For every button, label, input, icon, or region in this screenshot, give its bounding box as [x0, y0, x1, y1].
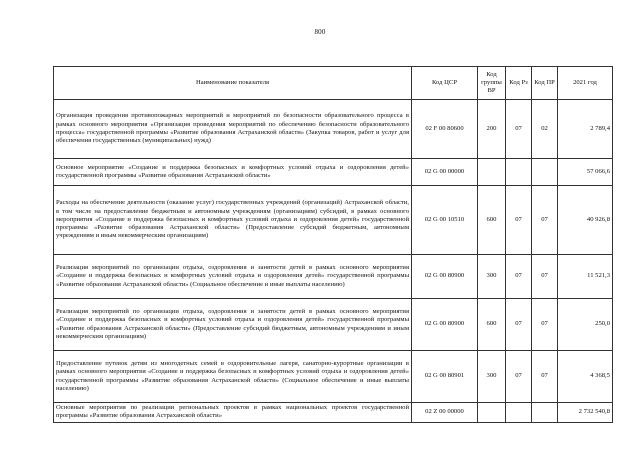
- table-row: [54, 159, 613, 186]
- header-csr: Код ЦСР: [412, 67, 478, 100]
- row-csr: 02 G 00 80900: [412, 255, 478, 299]
- row-name: Предоставление путевок детям из многодетных семей в оздоровительные лагеря, санаторно-курортные организации в рамках основного мероприятия «Создание и поддержка безопасных и комфортных условий отдыха и оздоровления детей» государственной программы «Развитие образования Астраханской области» (Социальное обеспечение и иные выплаты населению): [54, 351, 412, 403]
- row-pr: 07: [532, 186, 558, 255]
- row-vr: 600: [478, 299, 506, 351]
- budget-table: [53, 66, 613, 423]
- row-vr: 600: [478, 186, 506, 255]
- row-csr: 02 G 00 10510: [412, 186, 478, 255]
- table-row: [54, 299, 613, 351]
- row-rz: 07: [506, 100, 532, 159]
- row-amount: 40 926,8: [558, 186, 613, 255]
- row-name: Реализация мероприятий по организации отдыха, оздоровления и занятости детей в рамках основного мероприятия «Создание и поддержка безопасных и комфортных условий отдыха и оздоровления детей» государственной программы «Развитие образования Астраханской области» (Предоставление субсидий бюджетным, автономным учреждениям и иным некоммерческим организациям): [54, 299, 412, 351]
- header-pr: Код ПР: [532, 67, 558, 100]
- row-amount: 57 066,6: [558, 159, 613, 186]
- row-rz: 07: [506, 351, 532, 403]
- table-row: [54, 255, 613, 299]
- row-csr: 02 F 00 80600: [412, 100, 478, 159]
- table-row: [54, 351, 613, 403]
- header-row: [54, 67, 613, 100]
- row-rz: 07: [506, 299, 532, 351]
- header-rz: Код Рз: [506, 67, 532, 100]
- row-csr: 02 Z 00 00000: [412, 403, 478, 423]
- row-csr: 02 G 00 00000: [412, 159, 478, 186]
- row-vr: 200: [478, 100, 506, 159]
- row-pr: 07: [532, 351, 558, 403]
- row-amount: 250,0: [558, 299, 613, 351]
- row-csr: 02 G 00 80900: [412, 299, 478, 351]
- row-pr: 07: [532, 299, 558, 351]
- row-rz: 07: [506, 255, 532, 299]
- row-pr: [532, 159, 558, 186]
- row-name: Основное мероприятие «Создание и поддержка безопасных и комфортных условий отдыха и оздоровления детей» государственной программы «Развитие образования Астраханской области»: [54, 159, 412, 186]
- header-name: Наименование показателя: [54, 67, 412, 100]
- row-name: Основные мероприятия по реализации региональных проектов в рамках национальных проектов государственной программы «Развитие образования Астраханской области»: [54, 403, 412, 423]
- row-rz: 07: [506, 186, 532, 255]
- row-name: Организация проведения противопожарных мероприятий и мероприятий по безопасности образовательного процесса в рамках основного мероприятия «Организация проведения мероприятий по обеспечению безопасности образовательного процесса» государственной программы «Развитие образования Астраханской области» (Закупка товаров, работ и услуг для обеспечения государственных (муниципальных) нужд): [54, 100, 412, 159]
- row-rz: [506, 159, 532, 186]
- row-vr: 300: [478, 351, 506, 403]
- row-name: Расходы на обеспечение деятельности (оказание услуг) государственных учреждений (организаций) Астраханской области, в том числе на предоставление бюджетным и автономным учреждениям (организациям) субсидий, в рамках основного мероприятия «Создание и поддержка безопасных и комфортных условий отдыха и оздоровления детей» государственной программы «Развитие образования Астраханской области» (Предоставление субсидий бюджетным, автономным учреждениям и иным некоммерческим организациям): [54, 186, 412, 255]
- row-pr: 07: [532, 255, 558, 299]
- row-amount: 2 732 540,8: [558, 403, 613, 423]
- row-vr: [478, 403, 506, 423]
- page-number: 800: [314, 28, 326, 36]
- table-row: [54, 403, 613, 423]
- header-year: 2021 год: [558, 67, 613, 100]
- row-vr: [478, 159, 506, 186]
- table-row: [54, 186, 613, 255]
- row-amount: 4 368,5: [558, 351, 613, 403]
- row-csr: 02 G 00 80901: [412, 351, 478, 403]
- row-amount: 2 789,4: [558, 100, 613, 159]
- row-pr: 02: [532, 100, 558, 159]
- row-rz: [506, 403, 532, 423]
- row-vr: 300: [478, 255, 506, 299]
- row-amount: 11 521,3: [558, 255, 613, 299]
- header-vr: Код группы ВР: [478, 67, 506, 100]
- row-pr: [532, 403, 558, 423]
- row-name: Реализация мероприятий по организации отдыха, оздоровления и занятости детей в рамках основного мероприятия «Создание и поддержка безопасных и комфортных условий отдыха и оздоровления детей» государственной программы «Развитие образования Астраханской области» (Социальное обеспечение и иные выплаты населению): [54, 255, 412, 299]
- table-row: [54, 100, 613, 159]
